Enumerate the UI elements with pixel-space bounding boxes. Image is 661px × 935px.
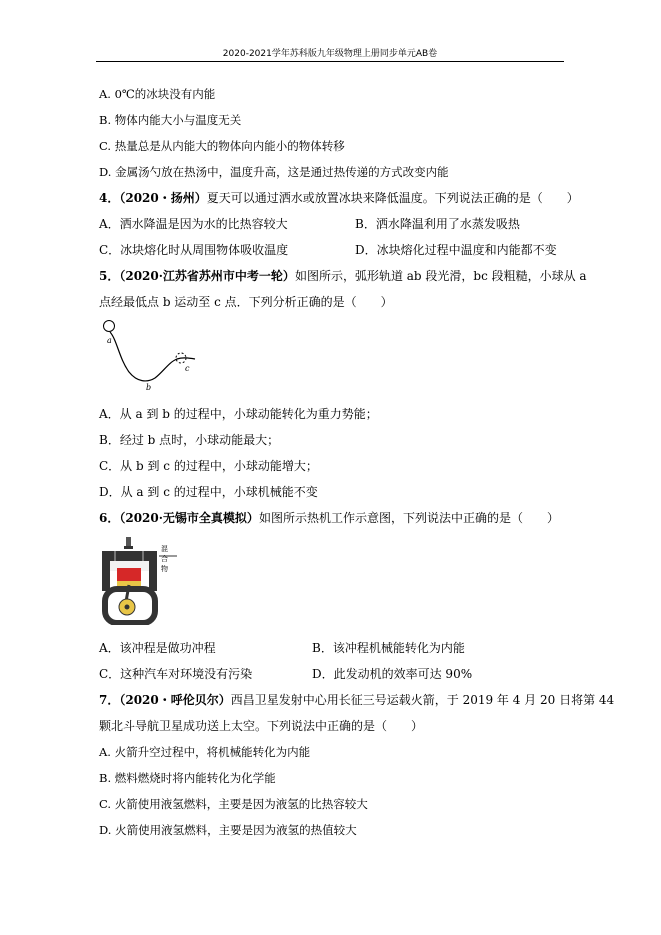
- q4-option-a: A．洒水降温是因为水的比热容较大: [99, 217, 288, 231]
- q7-option-d: D. 火箭使用液氢燃料，主要是因为液氢的热值较大: [99, 823, 357, 837]
- q7-number: 7．: [99, 693, 120, 707]
- q3-option-a: A. 0℃的冰块没有内能: [99, 87, 216, 101]
- q5-option-c: C．从 b 到 c 的过程中，小球动能增大；: [99, 459, 318, 473]
- mixture-label-char1: 混: [161, 545, 168, 553]
- q5-option-b: B．经过 b 点时，小球动能最大；: [99, 433, 280, 447]
- q6-stem-text: 如图所示热机工作示意图，下列说法中正确的是（ ）: [258, 511, 559, 525]
- track-diagram: [99, 318, 209, 390]
- mixture-label-char2: 合: [161, 555, 168, 563]
- q7-option-b: B. 燃料燃烧时将内能转化为化学能: [99, 771, 276, 785]
- q4-source: （2020・扬州）: [119, 191, 207, 205]
- q6-option-d: D．此发动机的效率可达 90%: [312, 667, 473, 681]
- q5-stem-line2: 点经最低点 b 运动至 c 点．下列分析正确的是（ ）: [99, 295, 393, 309]
- mixture-label-char3: 物: [161, 565, 168, 573]
- q6-option-a: A．该冲程是做功冲程: [99, 641, 216, 655]
- q4-stem: [99, 191, 579, 205]
- q5-stem-line1: [99, 269, 587, 283]
- q5-stem-text1: 如图所示，弧形轨道 ab 段光滑，bc 段粗糙，小球从 a: [294, 269, 587, 283]
- q4-option-d: D．冰块熔化过程中温度和内能都不变: [355, 243, 557, 257]
- q5-option-d: D．从 a 到 c 的过程中，小球机械能不变: [99, 485, 318, 499]
- q4-stem-text: 夏天可以通过洒水或放置冰块来降低温度。下列说法正确的是（ ）: [206, 191, 579, 205]
- q6-stem: [99, 511, 559, 525]
- label-a: a: [107, 336, 112, 345]
- q4-option-b: B．洒水降温利用了水蒸发吸热: [355, 217, 520, 231]
- engine-diagram: [99, 533, 187, 625]
- page-header: 2020-2021学年苏科版九年级物理上册同步单元AB卷: [222, 49, 438, 59]
- q7-option-a: A. 火箭升空过程中，将机械能转化为内能: [99, 745, 311, 759]
- q3-option-c: C. 热量总是从内能大的物体向内能小的物体转移: [99, 139, 345, 153]
- q6-source: （2020·无锡市全真模拟）: [119, 511, 259, 525]
- q7-option-c: C. 火箭使用液氢燃料，主要是因为液氢的比热容较大: [99, 797, 368, 811]
- label-c: c: [185, 364, 190, 373]
- q5-number: 5．: [99, 269, 120, 283]
- q5-option-a: A．从 a 到 b 的过程中，小球动能转化为重力势能；: [99, 407, 378, 421]
- q6-number: 6．: [99, 511, 120, 525]
- header-rule: [96, 61, 564, 62]
- label-b: b: [146, 383, 152, 390]
- q4-number: 4．: [99, 191, 120, 205]
- q5-source: （2020·江苏省苏州市中考一轮）: [119, 269, 295, 283]
- q6-option-c: C．这种汽车对环境没有污染: [99, 667, 253, 681]
- mixture-label: [161, 544, 170, 573]
- q7-stem-text1: 西昌卫星发射中心用长征三号运载火箭，于 2019 年 4 月 20 日将第 44: [230, 693, 615, 707]
- q7-source: （2020・呼伦贝尔）: [119, 693, 231, 707]
- q6-option-b: B．该冲程机械能转化为内能: [312, 641, 465, 655]
- q3-option-d: D. 金属汤勺放在热汤中，温度升高，这是通过热传递的方式改变内能: [99, 165, 449, 179]
- q7-stem-line2: 颗北斗导航卫星成功送上太空。下列说法中正确的是（ ）: [99, 719, 424, 733]
- q7-stem-line1: [99, 693, 614, 707]
- q3-option-b: B. 物体内能大小与温度无关: [99, 113, 242, 127]
- q4-option-c: C．冰块熔化时从周围物体吸收温度: [99, 243, 289, 257]
